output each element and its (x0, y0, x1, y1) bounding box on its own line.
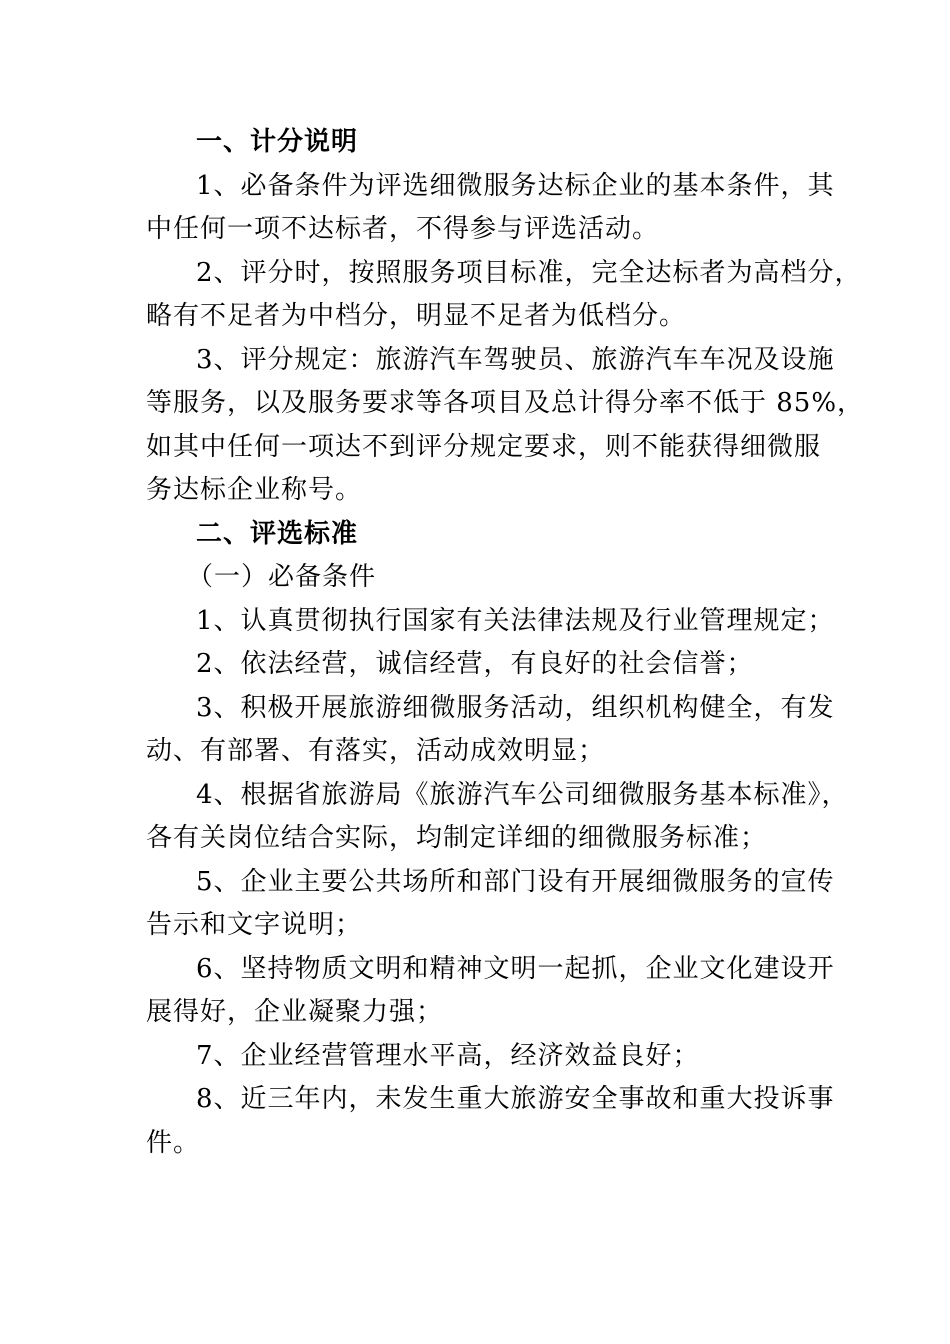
criteria-item-8-line-2: 件。 (146, 1128, 201, 1158)
criteria-item-3-line-2: 动、有部署、有落实，活动成效明显； (146, 736, 606, 766)
scoring-item-3-line-1: 3、评分规定：旅游汽车驾驶员、旅游汽车车况及设施 (196, 345, 835, 375)
criteria-item-7: 7、企业经营管理水平高，经济效益良好； (196, 1041, 700, 1071)
section-heading-criteria: 二、评选标准 (196, 519, 359, 549)
subheading-required-conditions: （一）必备条件 (187, 562, 377, 592)
criteria-item-8-line-1: 8、近三年内，未发生重大旅游安全事故和重大投诉事 (196, 1084, 835, 1114)
criteria-item-4-line-1: 4、根据省旅游局《旅游汽车公司细微服务基本标准》， (196, 780, 849, 810)
criteria-item-2: 2、依法经营，诚信经营，有良好的社会信誉； (196, 649, 754, 679)
scoring-item-3-line-4: 务达标企业称号。 (146, 475, 363, 505)
criteria-item-6-line-2: 展得好，企业凝聚力强； (146, 997, 444, 1027)
scoring-item-1-line-2: 中任何一项不达标者，不得参与评选活动。 (146, 214, 660, 244)
section-heading-scoring: 一、计分说明 (196, 127, 359, 157)
criteria-item-5-line-1: 5、企业主要公共场所和部门设有开展细微服务的宣传 (196, 867, 835, 897)
scoring-item-2-line-1: 2、评分时，按照服务项目标准，完全达标者为高档分， (196, 258, 862, 288)
scoring-item-2-line-2: 略有不足者为中档分，明显不足者为低档分。 (146, 301, 687, 331)
criteria-item-4-line-2: 各有关岗位结合实际，均制定详细的细微服务标准； (146, 823, 768, 853)
criteria-item-6-line-1: 6、坚持物质文明和精神文明一起抓，企业文化建设开 (196, 954, 835, 984)
scoring-item-3-line-3: 如其中任何一项达不到评分规定要求，则不能获得细微服 (146, 432, 822, 462)
scoring-item-1-line-1: 1、必备条件为评选细微服务达标企业的基本条件，其 (196, 171, 835, 201)
criteria-item-3-line-1: 3、积极开展旅游细微服务活动，组织机构健全，有发 (196, 693, 835, 723)
scoring-item-3-line-2: 等服务，以及服务要求等各项目及总计得分率不低于 85%， (146, 388, 865, 418)
criteria-item-1: 1、认真贯彻执行国家有关法律法规及行业管理规定； (196, 606, 835, 636)
criteria-item-5-line-2: 告示和文字说明； (146, 910, 363, 940)
